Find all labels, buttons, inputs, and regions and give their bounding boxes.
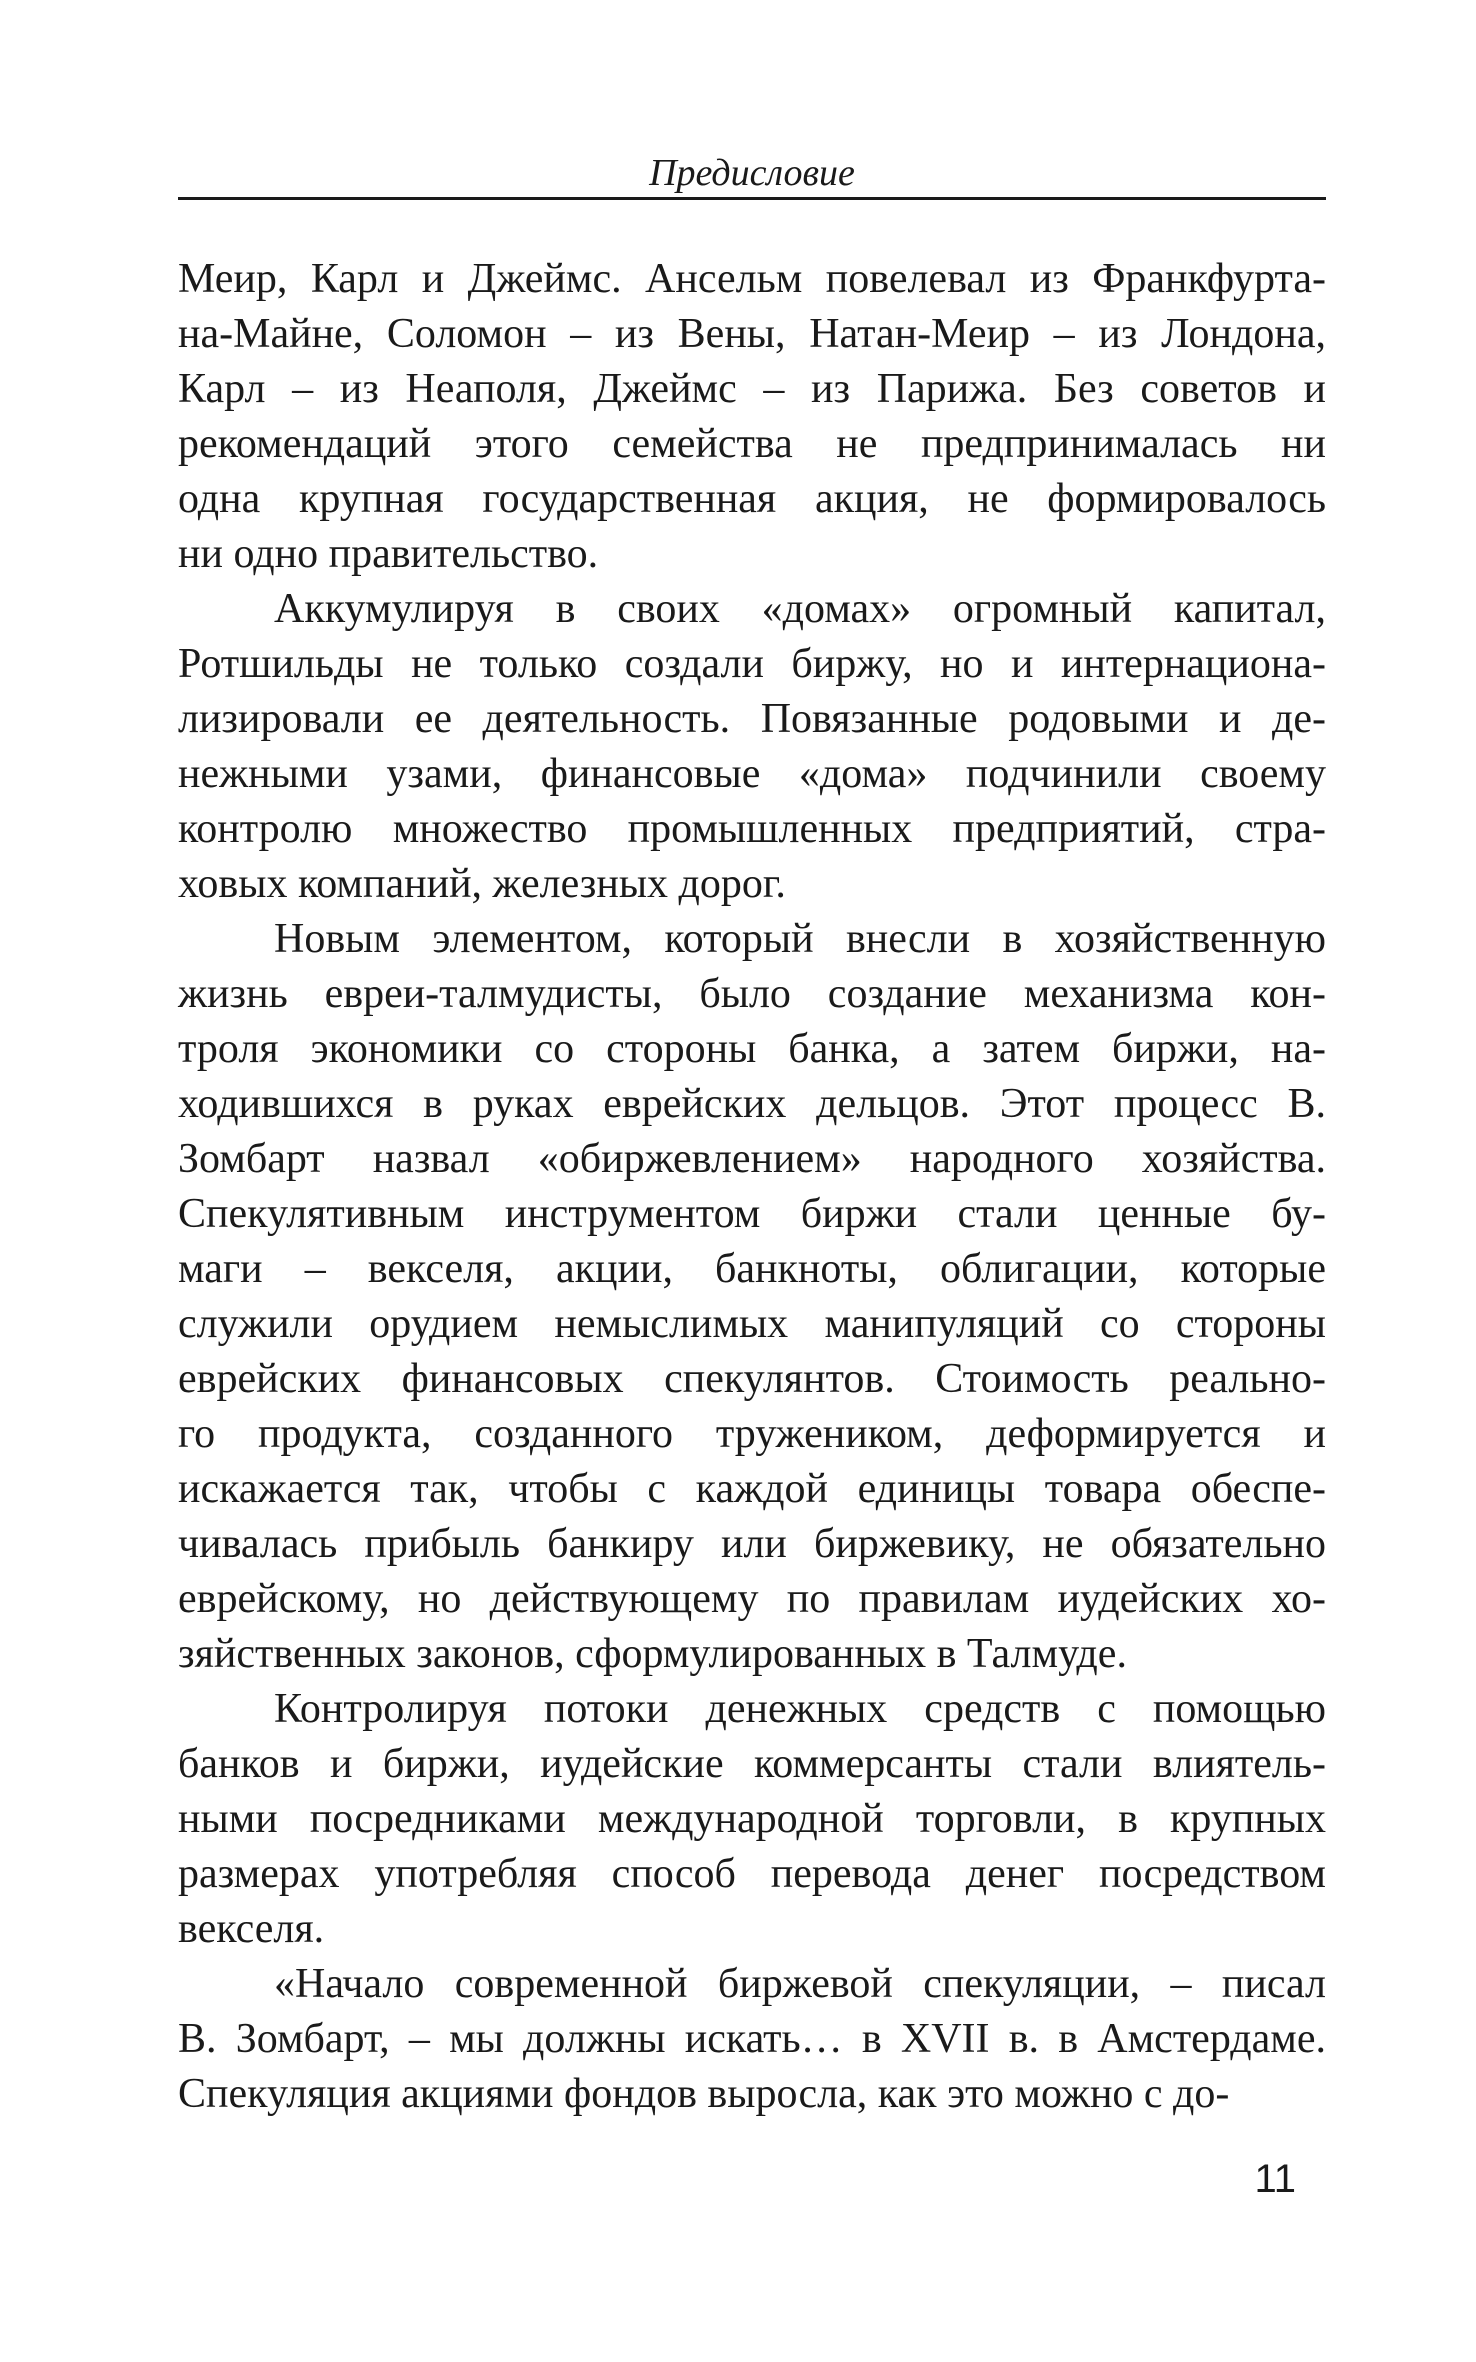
text-line: еврейскому, но действующему по правилам иудейских хо-	[178, 1576, 1326, 1622]
text-line: троля экономики со стороны банка, а затем биржи, на-	[178, 1026, 1326, 1072]
text-line: «Начало современной биржевой спекуляции, – писал	[274, 1961, 1326, 2007]
body-text	[178, 252, 1326, 2122]
text-line: лизировали ее деятельность. Повязанные родовыми и де-	[178, 696, 1326, 742]
running-header: Предисловие	[649, 152, 855, 194]
text-line: зяйственных законов, сформулированных в Талмуде.	[178, 1631, 1127, 1677]
text-line: ни одно правительство.	[178, 531, 599, 577]
text-line: нежными узами, финансовые «дома» подчинили своему	[178, 751, 1326, 797]
header-rule	[178, 197, 1326, 200]
text-line: Новым элементом, который внесли в хозяйственную	[274, 916, 1326, 962]
paragraph	[178, 1682, 1326, 1957]
page-number: 11	[1254, 2157, 1296, 2201]
text-line: еврейских финансовых спекулянтов. Стоимость реально-	[178, 1356, 1326, 1402]
text-line: чивалась прибыль банкиру или биржевику, не обязательно	[178, 1521, 1326, 1567]
text-line: искажается так, чтобы с каждой единицы товара обеспе-	[178, 1466, 1326, 1512]
text-line: Спекуляция акциями фондов выросла, как это можно с до-	[178, 2071, 1230, 2117]
text-line: на-Майне, Соломон – из Вены, Натан-Меир – из Лондона,	[178, 311, 1326, 357]
text-line: Спекулятивным инструментом биржи стали ценные бу-	[178, 1191, 1326, 1237]
text-line: Контролируя потоки денежных средств с помощью	[274, 1686, 1326, 1732]
text-line: Ротшильды не только создали биржу, но и интернациона-	[178, 641, 1326, 687]
text-line: Меир, Карл и Джеймс. Ансельм повелевал из Франкфурта-	[178, 256, 1326, 302]
paragraph	[178, 912, 1326, 1682]
text-line: банков и биржи, иудейские коммерсанты стали влиятель-	[178, 1741, 1326, 1787]
text-line: контролю множество промышленных предприятий, стра-	[178, 806, 1326, 852]
text-line: жизнь евреи-талмудисты, было создание механизма кон-	[178, 971, 1326, 1017]
text-line: В. Зомбарт, – мы должны искать… в XVII в. в Амстердаме.	[178, 2016, 1326, 2062]
text-line: маги – векселя, акции, банкноты, облигации, которые	[178, 1246, 1326, 1292]
text-line: Зомбарт назвал «обиржевлением» народного хозяйства.	[178, 1136, 1326, 1182]
paragraph	[178, 582, 1326, 912]
text-line: векселя.	[178, 1906, 325, 1952]
text-line: ными посредниками международной торговли, в крупных	[178, 1796, 1326, 1842]
paragraph	[178, 1957, 1326, 2122]
text-line: рекомендаций этого семейства не предпринималась ни	[178, 421, 1326, 467]
text-line: Карл – из Неаполя, Джеймс – из Парижа. Без советов и	[178, 366, 1326, 412]
text-line: ходившихся в руках еврейских дельцов. Этот процесс В.	[178, 1081, 1326, 1127]
text-line: ховых компаний, железных дорог.	[178, 861, 786, 907]
text-line: Аккумулируя в своих «домах» огромный капитал,	[274, 586, 1326, 632]
text-line: одна крупная государственная акция, не формировалось	[178, 476, 1326, 522]
text-line: го продукта, созданного тружеником, деформируется и	[178, 1411, 1326, 1457]
paragraph	[178, 252, 1326, 582]
text-line: служили орудием немыслимых манипуляций со стороны	[178, 1301, 1326, 1347]
text-line: размерах употребляя способ перевода денег посредством	[178, 1851, 1326, 1897]
